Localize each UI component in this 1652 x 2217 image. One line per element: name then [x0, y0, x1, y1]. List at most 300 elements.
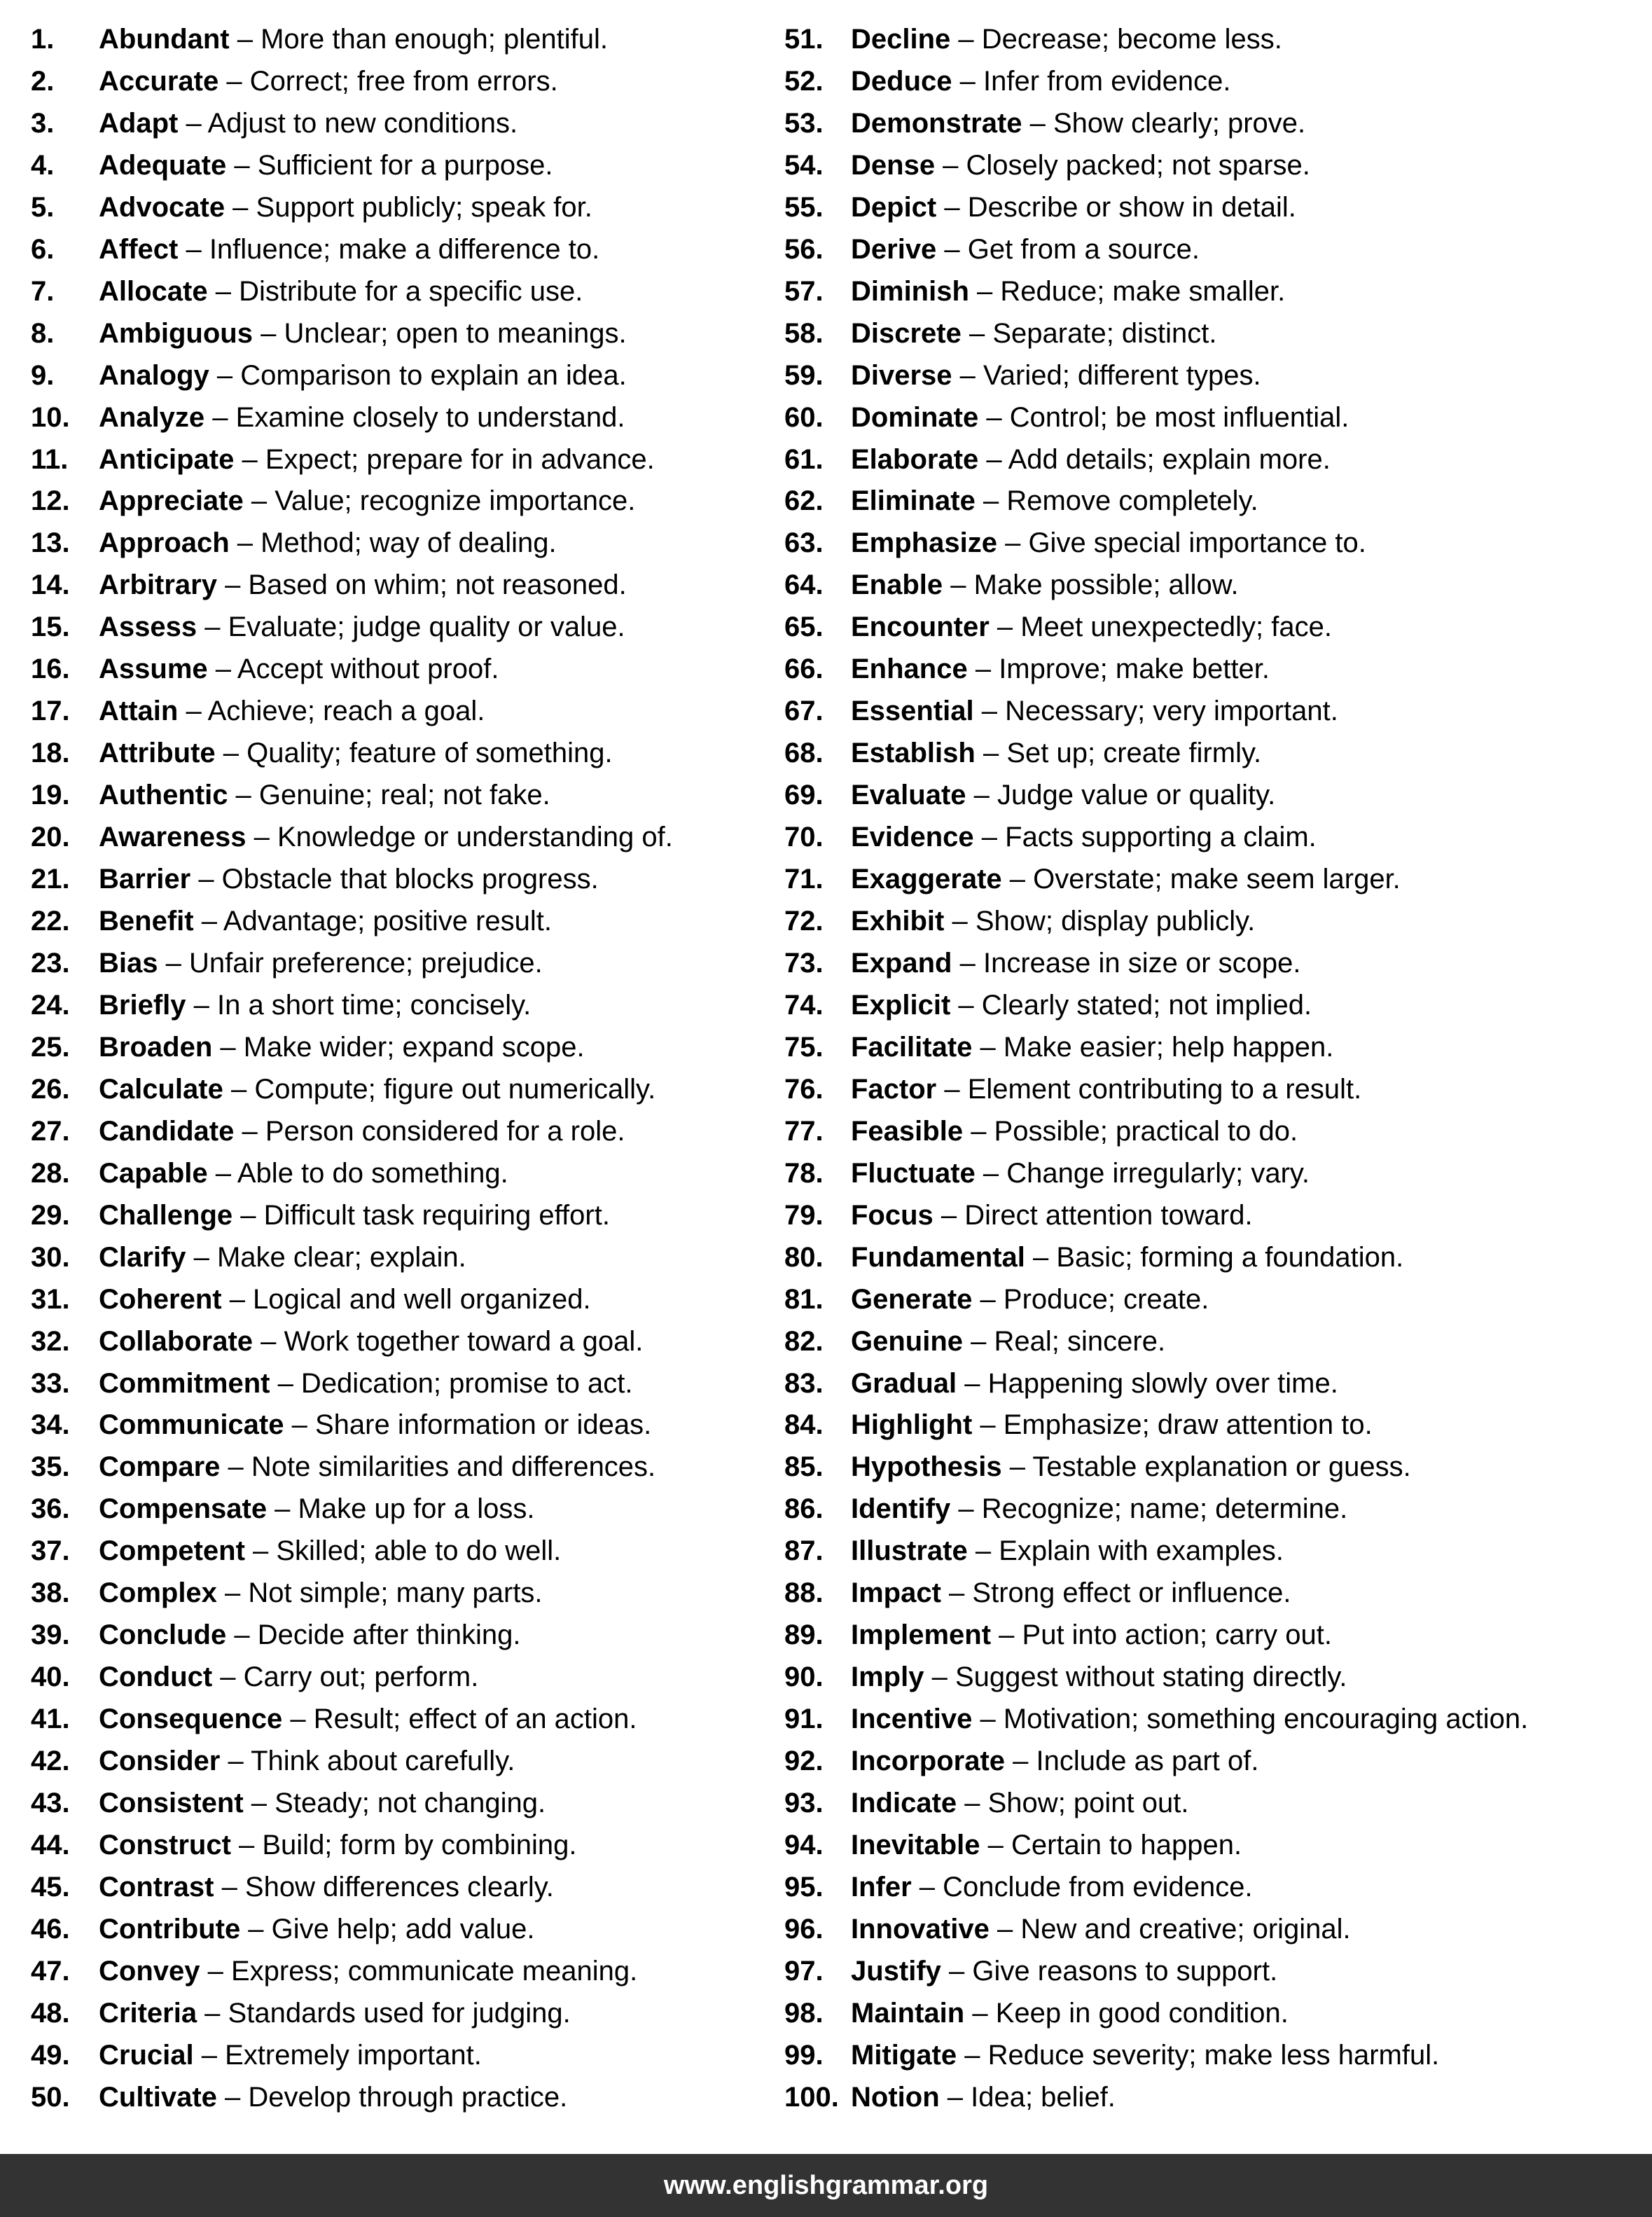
item-word: Attribute	[99, 738, 216, 769]
item-word: Analyze	[99, 401, 205, 433]
item-definition: – New and creative; original.	[989, 1913, 1351, 1945]
vocabulary-item	[31, 985, 673, 1027]
vocabulary-item	[31, 187, 673, 229]
vocabulary-item	[784, 1531, 1528, 1573]
vocabulary-item	[784, 1237, 1528, 1279]
vocabulary-item	[31, 1279, 673, 1321]
item-definition: – Direct attention toward.	[933, 1199, 1253, 1231]
item-word: Coherent	[99, 1283, 222, 1315]
vocabulary-item	[31, 1909, 673, 1951]
item-word: Generate	[851, 1283, 973, 1315]
item-word: Elaborate	[851, 443, 979, 475]
item-number: 86.	[784, 1493, 824, 1525]
item-number: 73.	[784, 947, 824, 979]
item-word: Facilitate	[851, 1031, 973, 1063]
item-word: Gradual	[851, 1367, 957, 1399]
item-definition: – Expect; prepare for in advance.	[234, 443, 655, 475]
item-word: Discrete	[851, 317, 962, 349]
item-word: Attain	[99, 696, 179, 727]
item-number: 27.	[31, 1115, 70, 1147]
item-number: 45.	[31, 1871, 70, 1902]
vocabulary-item	[31, 523, 673, 565]
item-word: Evidence	[851, 822, 974, 853]
item-word: Decline	[851, 24, 951, 55]
item-word: Enhance	[851, 654, 968, 685]
item-number: 38.	[31, 1577, 70, 1609]
item-definition: – Set up; create firmly.	[975, 738, 1262, 769]
item-word: Arbitrary	[99, 569, 217, 601]
vocabulary-item	[784, 1951, 1528, 1993]
vocabulary-item	[784, 271, 1528, 313]
item-word: Awareness	[99, 822, 247, 853]
item-number: 22.	[31, 906, 70, 937]
item-word: Adapt	[99, 107, 179, 139]
item-definition: – Knowledge or understanding of.	[246, 822, 673, 853]
item-word: Conduct	[99, 1662, 213, 1693]
item-number: 26.	[31, 1073, 70, 1105]
item-number: 89.	[784, 1619, 824, 1651]
vocabulary-item	[784, 1111, 1528, 1153]
item-number: 78.	[784, 1157, 824, 1189]
item-word: Conclude	[99, 1619, 227, 1651]
item-definition: – Overstate; make seem larger.	[1001, 864, 1401, 895]
vocabulary-item	[31, 397, 673, 439]
item-word: Indicate	[851, 1788, 957, 1819]
item-number: 100.	[784, 2081, 839, 2113]
item-number: 42.	[31, 1746, 70, 1777]
item-number: 63.	[784, 527, 824, 559]
vocabulary-item	[31, 439, 673, 481]
item-definition: – Show clearly; prove.	[1022, 107, 1306, 139]
item-number: 88.	[784, 1577, 824, 1609]
item-definition: – Steady; not changing.	[243, 1788, 546, 1819]
vocabulary-item	[784, 1404, 1528, 1446]
item-word: Deduce	[851, 65, 952, 97]
item-number: 29.	[31, 1199, 70, 1231]
item-number: 71.	[784, 864, 824, 895]
vocabulary-item	[31, 1489, 673, 1531]
item-definition: – Motivation; something encouraging action.	[972, 1704, 1529, 1735]
item-word: Fluctuate	[851, 1157, 976, 1189]
vocabulary-item	[784, 523, 1528, 565]
item-number: 18.	[31, 738, 70, 769]
item-number: 37.	[31, 1535, 70, 1567]
item-definition: – Change irregularly; vary.	[975, 1157, 1310, 1189]
item-definition: – Reduce severity; make less harmful.	[957, 2039, 1440, 2071]
item-number: 91.	[784, 1704, 824, 1735]
item-number: 36.	[31, 1493, 70, 1525]
item-definition: – Make wider; expand scope.	[212, 1031, 585, 1063]
vocabulary-item	[784, 103, 1528, 145]
item-definition: – Result; effect of an action.	[282, 1704, 637, 1735]
item-number: 23.	[31, 947, 70, 979]
item-definition: – Give reasons to support.	[940, 1955, 1278, 1987]
item-definition: – Not simple; many parts.	[216, 1577, 543, 1609]
vocabulary-item	[784, 229, 1528, 271]
vocabulary-item	[31, 1027, 673, 1069]
item-definition: – Necessary; very important.	[973, 696, 1338, 727]
item-number: 28.	[31, 1157, 70, 1189]
item-definition: – Develop through practice.	[216, 2081, 568, 2113]
vocabulary-item	[31, 691, 673, 733]
item-word: Expand	[851, 947, 952, 979]
item-word: Incorporate	[851, 1746, 1006, 1777]
item-number: 52.	[784, 65, 824, 97]
item-word: Ambiguous	[99, 317, 253, 349]
vocabulary-item	[784, 1699, 1528, 1741]
item-word: Innovative	[851, 1913, 990, 1945]
item-word: Assess	[99, 612, 197, 643]
vocabulary-item	[784, 691, 1528, 733]
item-definition: – Closely packed; not sparse.	[935, 149, 1310, 181]
item-word: Maintain	[851, 1997, 965, 2029]
item-word: Construct	[99, 1829, 231, 1860]
item-definition: – Control; be most influential.	[978, 401, 1349, 433]
vocabulary-item	[784, 1027, 1528, 1069]
item-definition: – Method; way of dealing.	[229, 527, 557, 559]
vocabulary-item	[784, 1363, 1528, 1405]
item-word: Mitigate	[851, 2039, 957, 2071]
item-number: 53.	[784, 107, 824, 139]
vocabulary-list-left	[31, 19, 673, 2119]
item-number: 84.	[784, 1409, 824, 1441]
item-number: 74.	[784, 989, 824, 1021]
item-word: Depict	[851, 191, 937, 223]
vocabulary-item	[31, 1237, 673, 1279]
vocabulary-item	[31, 1741, 673, 1783]
item-definition: – Conclude from evidence.	[911, 1871, 1253, 1902]
item-definition: – Achieve; reach a goal.	[178, 696, 485, 727]
item-word: Capable	[99, 1157, 208, 1189]
item-word: Crucial	[99, 2039, 194, 2071]
item-word: Bias	[99, 947, 158, 979]
item-number: 57.	[784, 275, 824, 307]
vocabulary-item	[784, 1783, 1528, 1825]
item-word: Justify	[851, 1955, 941, 1987]
item-word: Clarify	[99, 1241, 186, 1273]
item-definition: – Accept without proof.	[207, 654, 499, 685]
vocabulary-item	[784, 1825, 1528, 1867]
vocabulary-item	[31, 565, 673, 607]
item-definition: – Influence; make a difference to.	[178, 233, 600, 265]
item-number: 50.	[31, 2081, 70, 2113]
vocabulary-item	[784, 607, 1528, 649]
item-number: 40.	[31, 1662, 70, 1693]
item-number: 93.	[784, 1788, 824, 1819]
vocabulary-item	[31, 1825, 673, 1867]
item-definition: – Show; point out.	[957, 1788, 1189, 1819]
item-word: Communicate	[99, 1409, 284, 1441]
item-number: 47.	[31, 1955, 70, 1987]
vocabulary-item	[31, 313, 673, 355]
item-definition: – Decrease; become less.	[950, 24, 1282, 55]
item-number: 85.	[784, 1451, 824, 1483]
item-number: 77.	[784, 1115, 824, 1147]
item-definition: – Build; form by combining.	[230, 1829, 577, 1860]
item-definition: – Correct; free from errors.	[218, 65, 558, 97]
vocabulary-item	[784, 1741, 1528, 1783]
item-number: 69.	[784, 780, 824, 811]
item-word: Identify	[851, 1493, 951, 1525]
item-definition: – Make possible; allow.	[943, 569, 1239, 601]
item-number: 92.	[784, 1746, 824, 1777]
item-number: 54.	[784, 149, 824, 181]
item-definition: – Sufficient for a purpose.	[226, 149, 553, 181]
vocabulary-item	[31, 1069, 673, 1111]
item-number: 24.	[31, 989, 70, 1021]
item-definition: – Recognize; name; determine.	[950, 1493, 1348, 1525]
item-definition: – Idea; belief.	[939, 2081, 1116, 2113]
item-definition: – Express; communicate meaning.	[200, 1955, 638, 1987]
item-definition: – Happening slowly over time.	[957, 1367, 1338, 1399]
item-number: 2.	[31, 65, 55, 97]
vocabulary-item	[31, 1363, 673, 1405]
item-definition: – Evaluate; judge quality or value.	[197, 612, 625, 643]
item-definition: – Infer from evidence.	[952, 65, 1231, 97]
item-number: 96.	[784, 1913, 824, 1945]
item-word: Incentive	[851, 1704, 973, 1735]
item-word: Barrier	[99, 864, 191, 895]
vocabulary-item	[784, 1909, 1528, 1951]
item-number: 87.	[784, 1535, 824, 1567]
item-number: 5.	[31, 191, 55, 223]
vocabulary-item	[31, 61, 673, 103]
item-definition: – Testable explanation or guess.	[1001, 1451, 1411, 1483]
item-definition: – Unclear; open to meanings.	[252, 317, 627, 349]
vocabulary-item	[784, 775, 1528, 817]
vocabulary-item	[31, 733, 673, 775]
item-word: Evaluate	[851, 780, 966, 811]
vocabulary-item	[784, 313, 1528, 355]
item-number: 20.	[31, 822, 70, 853]
vocabulary-item	[784, 481, 1528, 523]
vocabulary-item	[784, 439, 1528, 481]
item-number: 16.	[31, 654, 70, 685]
item-definition: – Share information or ideas.	[284, 1409, 652, 1441]
item-definition: – Suggest without stating directly.	[924, 1662, 1347, 1693]
vocabulary-item	[31, 1531, 673, 1573]
vocabulary-item	[31, 1111, 673, 1153]
item-number: 9.	[31, 359, 55, 391]
vocabulary-item	[784, 355, 1528, 397]
vocabulary-item	[31, 817, 673, 859]
item-word: Candidate	[99, 1115, 235, 1147]
vocabulary-item	[784, 1321, 1528, 1363]
vocabulary-item	[31, 271, 673, 313]
item-word: Calculate	[99, 1073, 223, 1105]
item-definition: – Value; recognize importance.	[243, 485, 636, 517]
item-definition: – Meet unexpectedly; face.	[989, 612, 1332, 643]
item-definition: – Varied; different types.	[952, 359, 1261, 391]
vocabulary-item	[784, 2035, 1528, 2077]
item-definition: – Obstacle that blocks progress.	[190, 864, 599, 895]
item-number: 76.	[784, 1073, 824, 1105]
item-number: 4.	[31, 149, 55, 181]
item-word: Briefly	[99, 989, 186, 1021]
item-word: Illustrate	[851, 1535, 968, 1567]
item-definition: – Difficult task requiring effort.	[232, 1199, 610, 1231]
item-word: Consistent	[99, 1788, 244, 1819]
vocabulary-item	[31, 103, 673, 145]
item-word: Fundamental	[851, 1241, 1025, 1273]
item-word: Affect	[99, 233, 179, 265]
item-definition: – Adjust to new conditions.	[178, 107, 518, 139]
item-definition: – Put into action; carry out.	[991, 1619, 1332, 1651]
item-definition: – Emphasize; draw attention to.	[972, 1409, 1373, 1441]
item-definition: – Improve; make better.	[967, 654, 1270, 685]
item-definition: – Decide after thinking.	[226, 1619, 521, 1651]
vocabulary-item	[31, 1993, 673, 2035]
item-number: 90.	[784, 1662, 824, 1693]
item-definition: – Make up for a loss.	[267, 1493, 535, 1525]
item-definition: – Strong effect or influence.	[940, 1577, 1291, 1609]
item-number: 33.	[31, 1367, 70, 1399]
vocabulary-item	[784, 859, 1528, 901]
item-number: 83.	[784, 1367, 824, 1399]
vocabulary-item	[31, 1657, 673, 1699]
item-definition: – Keep in good condition.	[964, 1997, 1289, 2029]
item-word: Contrast	[99, 1871, 214, 1902]
item-word: Impact	[851, 1577, 941, 1609]
vocabulary-item	[784, 1573, 1528, 1615]
item-number: 81.	[784, 1283, 824, 1315]
item-number: 51.	[784, 24, 824, 55]
item-word: Genuine	[851, 1325, 964, 1357]
item-word: Inevitable	[851, 1829, 980, 1860]
item-number: 15.	[31, 612, 70, 643]
vocabulary-item	[784, 1195, 1528, 1237]
item-word: Abundant	[99, 24, 230, 55]
vocabulary-item	[31, 607, 673, 649]
item-word: Convey	[99, 1955, 200, 1987]
item-number: 65.	[784, 612, 824, 643]
item-definition: – Support publicly; speak for.	[225, 191, 592, 223]
item-definition: – Extremely important.	[193, 2039, 482, 2071]
vocabulary-item	[784, 61, 1528, 103]
vocabulary-item	[784, 187, 1528, 229]
item-definition: – Carry out; perform.	[212, 1662, 479, 1693]
item-word: Consequence	[99, 1704, 283, 1735]
item-word: Diverse	[851, 359, 952, 391]
item-word: Competent	[99, 1535, 245, 1567]
item-number: 19.	[31, 780, 70, 811]
item-number: 49.	[31, 2039, 70, 2071]
item-definition: – Element contributing to a result.	[936, 1073, 1362, 1105]
item-word: Anticipate	[99, 443, 235, 475]
item-word: Establish	[851, 738, 976, 769]
item-word: Complex	[99, 1577, 217, 1609]
vocabulary-item	[31, 229, 673, 271]
item-definition: – Possible; practical to do.	[963, 1115, 1298, 1147]
item-word: Broaden	[99, 1031, 213, 1063]
item-number: 68.	[784, 738, 824, 769]
item-number: 67.	[784, 696, 824, 727]
vocabulary-item	[784, 1279, 1528, 1321]
item-number: 13.	[31, 527, 70, 559]
item-definition: – Facts supporting a claim.	[973, 822, 1317, 853]
item-definition: – Person considered for a role.	[234, 1115, 625, 1147]
item-number: 75.	[784, 1031, 824, 1063]
item-definition: – Certain to happen.	[980, 1829, 1242, 1860]
item-definition: – Distribute for a specific use.	[207, 275, 583, 307]
vocabulary-item	[784, 2077, 1528, 2119]
vocabulary-item	[784, 145, 1528, 187]
item-number: 34.	[31, 1409, 70, 1441]
item-word: Accurate	[99, 65, 219, 97]
item-word: Dominate	[851, 401, 979, 433]
item-word: Notion	[851, 2081, 940, 2113]
item-number: 64.	[784, 569, 824, 601]
vocabulary-item	[31, 943, 673, 985]
item-definition: – Examine closely to understand.	[204, 401, 625, 433]
vocabulary-item	[31, 481, 673, 523]
item-definition: – Give help; add value.	[240, 1913, 535, 1945]
item-number: 6.	[31, 233, 55, 265]
vocabulary-item	[31, 1699, 673, 1741]
item-number: 43.	[31, 1788, 70, 1819]
item-number: 79.	[784, 1199, 824, 1231]
item-number: 82.	[784, 1325, 824, 1357]
vocabulary-item	[31, 1446, 673, 1489]
item-definition: – Show; display publicly.	[944, 906, 1256, 937]
item-definition: – Increase in size or scope.	[952, 947, 1301, 979]
vocabulary-item	[31, 1153, 673, 1195]
item-word: Diminish	[851, 275, 969, 307]
item-word: Compensate	[99, 1493, 268, 1525]
item-definition: – Judge value or quality.	[966, 780, 1276, 811]
vocabulary-item	[784, 1615, 1528, 1657]
item-word: Factor	[851, 1073, 937, 1105]
item-word: Encounter	[851, 612, 990, 643]
item-definition: – Standards used for judging.	[197, 1997, 571, 2029]
item-number: 32.	[31, 1325, 70, 1357]
item-number: 12.	[31, 485, 70, 517]
vocabulary-item	[31, 2077, 673, 2119]
vocabulary-item	[784, 733, 1528, 775]
item-word: Hypothesis	[851, 1451, 1002, 1483]
item-definition: – Include as part of.	[1005, 1746, 1259, 1777]
item-word: Collaborate	[99, 1325, 254, 1357]
item-number: 7.	[31, 275, 55, 307]
item-definition: – Work together toward a goal.	[253, 1325, 644, 1357]
item-word: Exhibit	[851, 906, 945, 937]
item-number: 48.	[31, 1997, 70, 2029]
item-word: Commitment	[99, 1367, 270, 1399]
vocabulary-item	[31, 1951, 673, 1993]
website-url: www.englishgrammar.org	[663, 2170, 989, 2200]
vocabulary-item	[31, 775, 673, 817]
item-number: 46.	[31, 1913, 70, 1945]
item-definition: – More than enough; plentiful.	[229, 24, 608, 55]
vocabulary-item	[784, 1657, 1528, 1699]
item-number: 95.	[784, 1871, 824, 1902]
item-number: 61.	[784, 443, 824, 475]
vocabulary-item	[31, 1867, 673, 1909]
item-number: 11.	[31, 443, 69, 475]
item-definition: – Compute; figure out numerically.	[223, 1073, 656, 1105]
item-word: Emphasize	[851, 527, 997, 559]
item-definition: – Get from a source.	[936, 233, 1200, 265]
item-number: 25.	[31, 1031, 70, 1063]
item-word: Allocate	[99, 275, 208, 307]
item-word: Essential	[851, 696, 974, 727]
item-number: 44.	[31, 1829, 70, 1860]
item-definition: – Note similarities and differences.	[220, 1451, 656, 1483]
item-number: 62.	[784, 485, 824, 517]
vocabulary-item	[31, 859, 673, 901]
vocabulary-item	[31, 1404, 673, 1446]
vocabulary-item	[784, 1153, 1528, 1195]
